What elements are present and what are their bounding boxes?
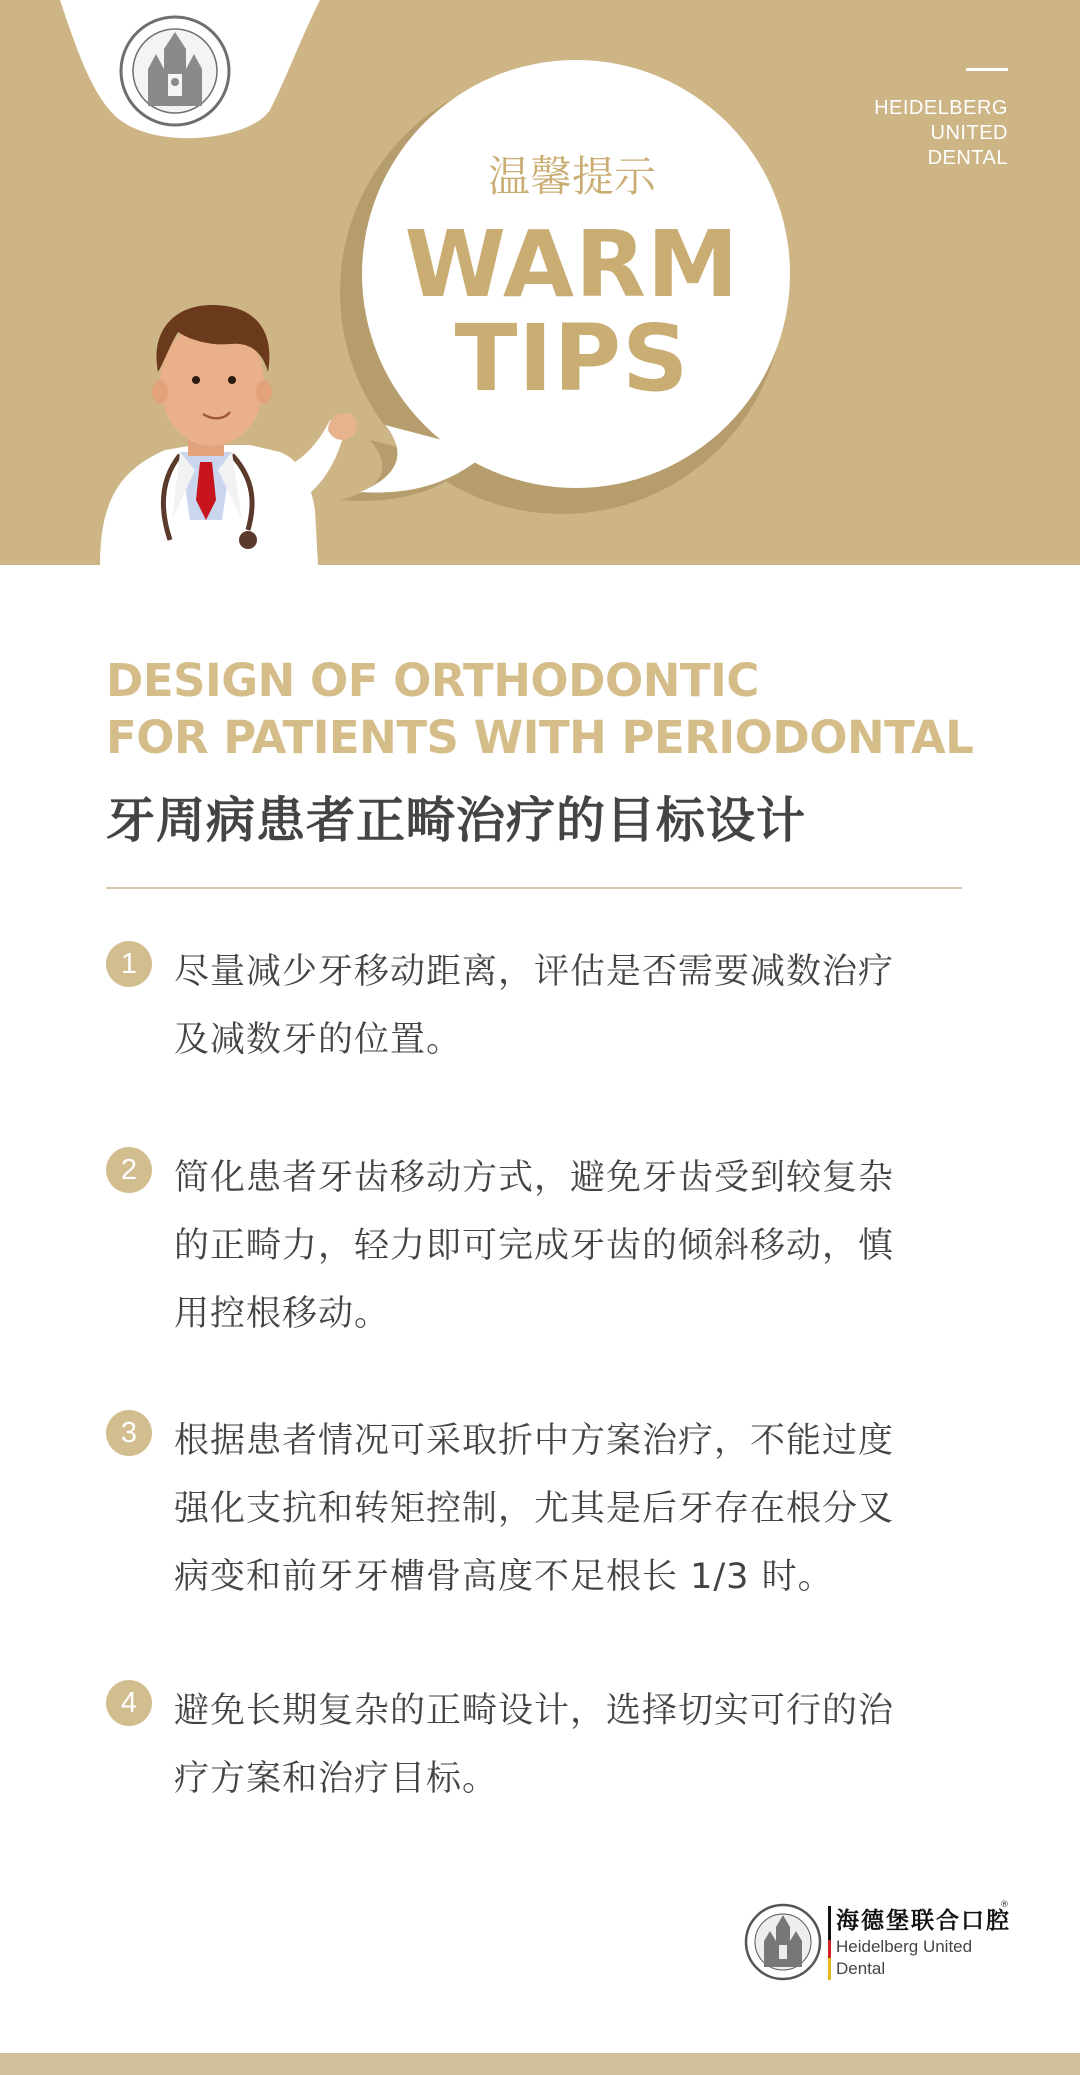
tip-number-badge: 1 [106, 941, 152, 987]
tip-line: 强化支抗和转矩控制，尤其是后牙存在根分叉 [174, 1489, 895, 1529]
brand-dash [966, 68, 1008, 71]
seal-icon [118, 14, 232, 128]
footer-brand-cn: 海德堡联合口腔 [836, 1908, 1011, 1934]
footer-line: Dental [836, 1959, 886, 1978]
footer-line: Heidelberg United [836, 1937, 973, 1956]
registered-mark: ® [1000, 1900, 1009, 1910]
header-banner [0, 0, 1080, 565]
logo-bar-yellow [828, 1958, 831, 1980]
bubble-title-cn: 温馨提示 [487, 152, 656, 201]
tip-text [174, 938, 954, 1074]
tip-number-badge: 3 [106, 1410, 152, 1456]
bubble-title-line: WARM [404, 211, 740, 318]
brand-line: UNITED [930, 122, 1008, 144]
tip-text [174, 1144, 954, 1348]
footer-brand-en [836, 1936, 972, 1980]
bubble-title-line: TIPS [454, 305, 690, 412]
doctor-illustration [100, 305, 357, 565]
title-line: DESIGN OF ORTHODONTIC [106, 654, 759, 707]
tip-line: 避免长期复杂的正畸设计，选择切实可行的治 [174, 1691, 895, 1731]
tip-text [174, 1407, 954, 1611]
logo-bar-black [828, 1906, 831, 1940]
title-line: FOR PATIENTS WITH PERIODONTAL [106, 711, 974, 764]
tip-line: 简化患者牙齿移动方式，避免牙齿受到较复杂 [174, 1158, 895, 1198]
tip-line: 尽量减少牙移动距离，评估是否需要减数治疗 [174, 952, 895, 992]
tip-line: 及减数牙的位置。 [174, 1020, 463, 1060]
tip-item-4 [106, 1677, 986, 1813]
divider [106, 887, 962, 889]
tip-text [174, 1677, 954, 1813]
tip-item-3 [106, 1407, 986, 1611]
tip-item-2 [106, 1144, 986, 1348]
article-title-cn: 牙周病患者正畸治疗的目标设计 [106, 792, 807, 849]
bubble-title-en [372, 211, 772, 412]
tip-line: 的正畸力，轻力即可完成牙齿的倾斜移动，慎 [174, 1226, 895, 1266]
tip-line: 用控根移动。 [174, 1294, 391, 1334]
brand-line: DENTAL [927, 147, 1008, 169]
tip-item-1 [106, 938, 986, 1074]
tip-number-badge: 4 [106, 1680, 152, 1726]
logo-bar-red [828, 1940, 831, 1958]
tip-number-badge: 2 [106, 1147, 152, 1193]
article-title-en [106, 652, 1006, 766]
brand-line: HEIDELBERG [874, 97, 1008, 119]
tip-line: 病变和前牙牙槽骨高度不足根长 1/3 时。 [174, 1557, 834, 1597]
tip-line: 根据患者情况可采取折中方案治疗，不能过度 [174, 1421, 895, 1461]
logo-seal-icon [744, 1903, 822, 1981]
tip-line: 疗方案和治疗目标。 [174, 1759, 499, 1799]
bottom-band [0, 2053, 1080, 2075]
